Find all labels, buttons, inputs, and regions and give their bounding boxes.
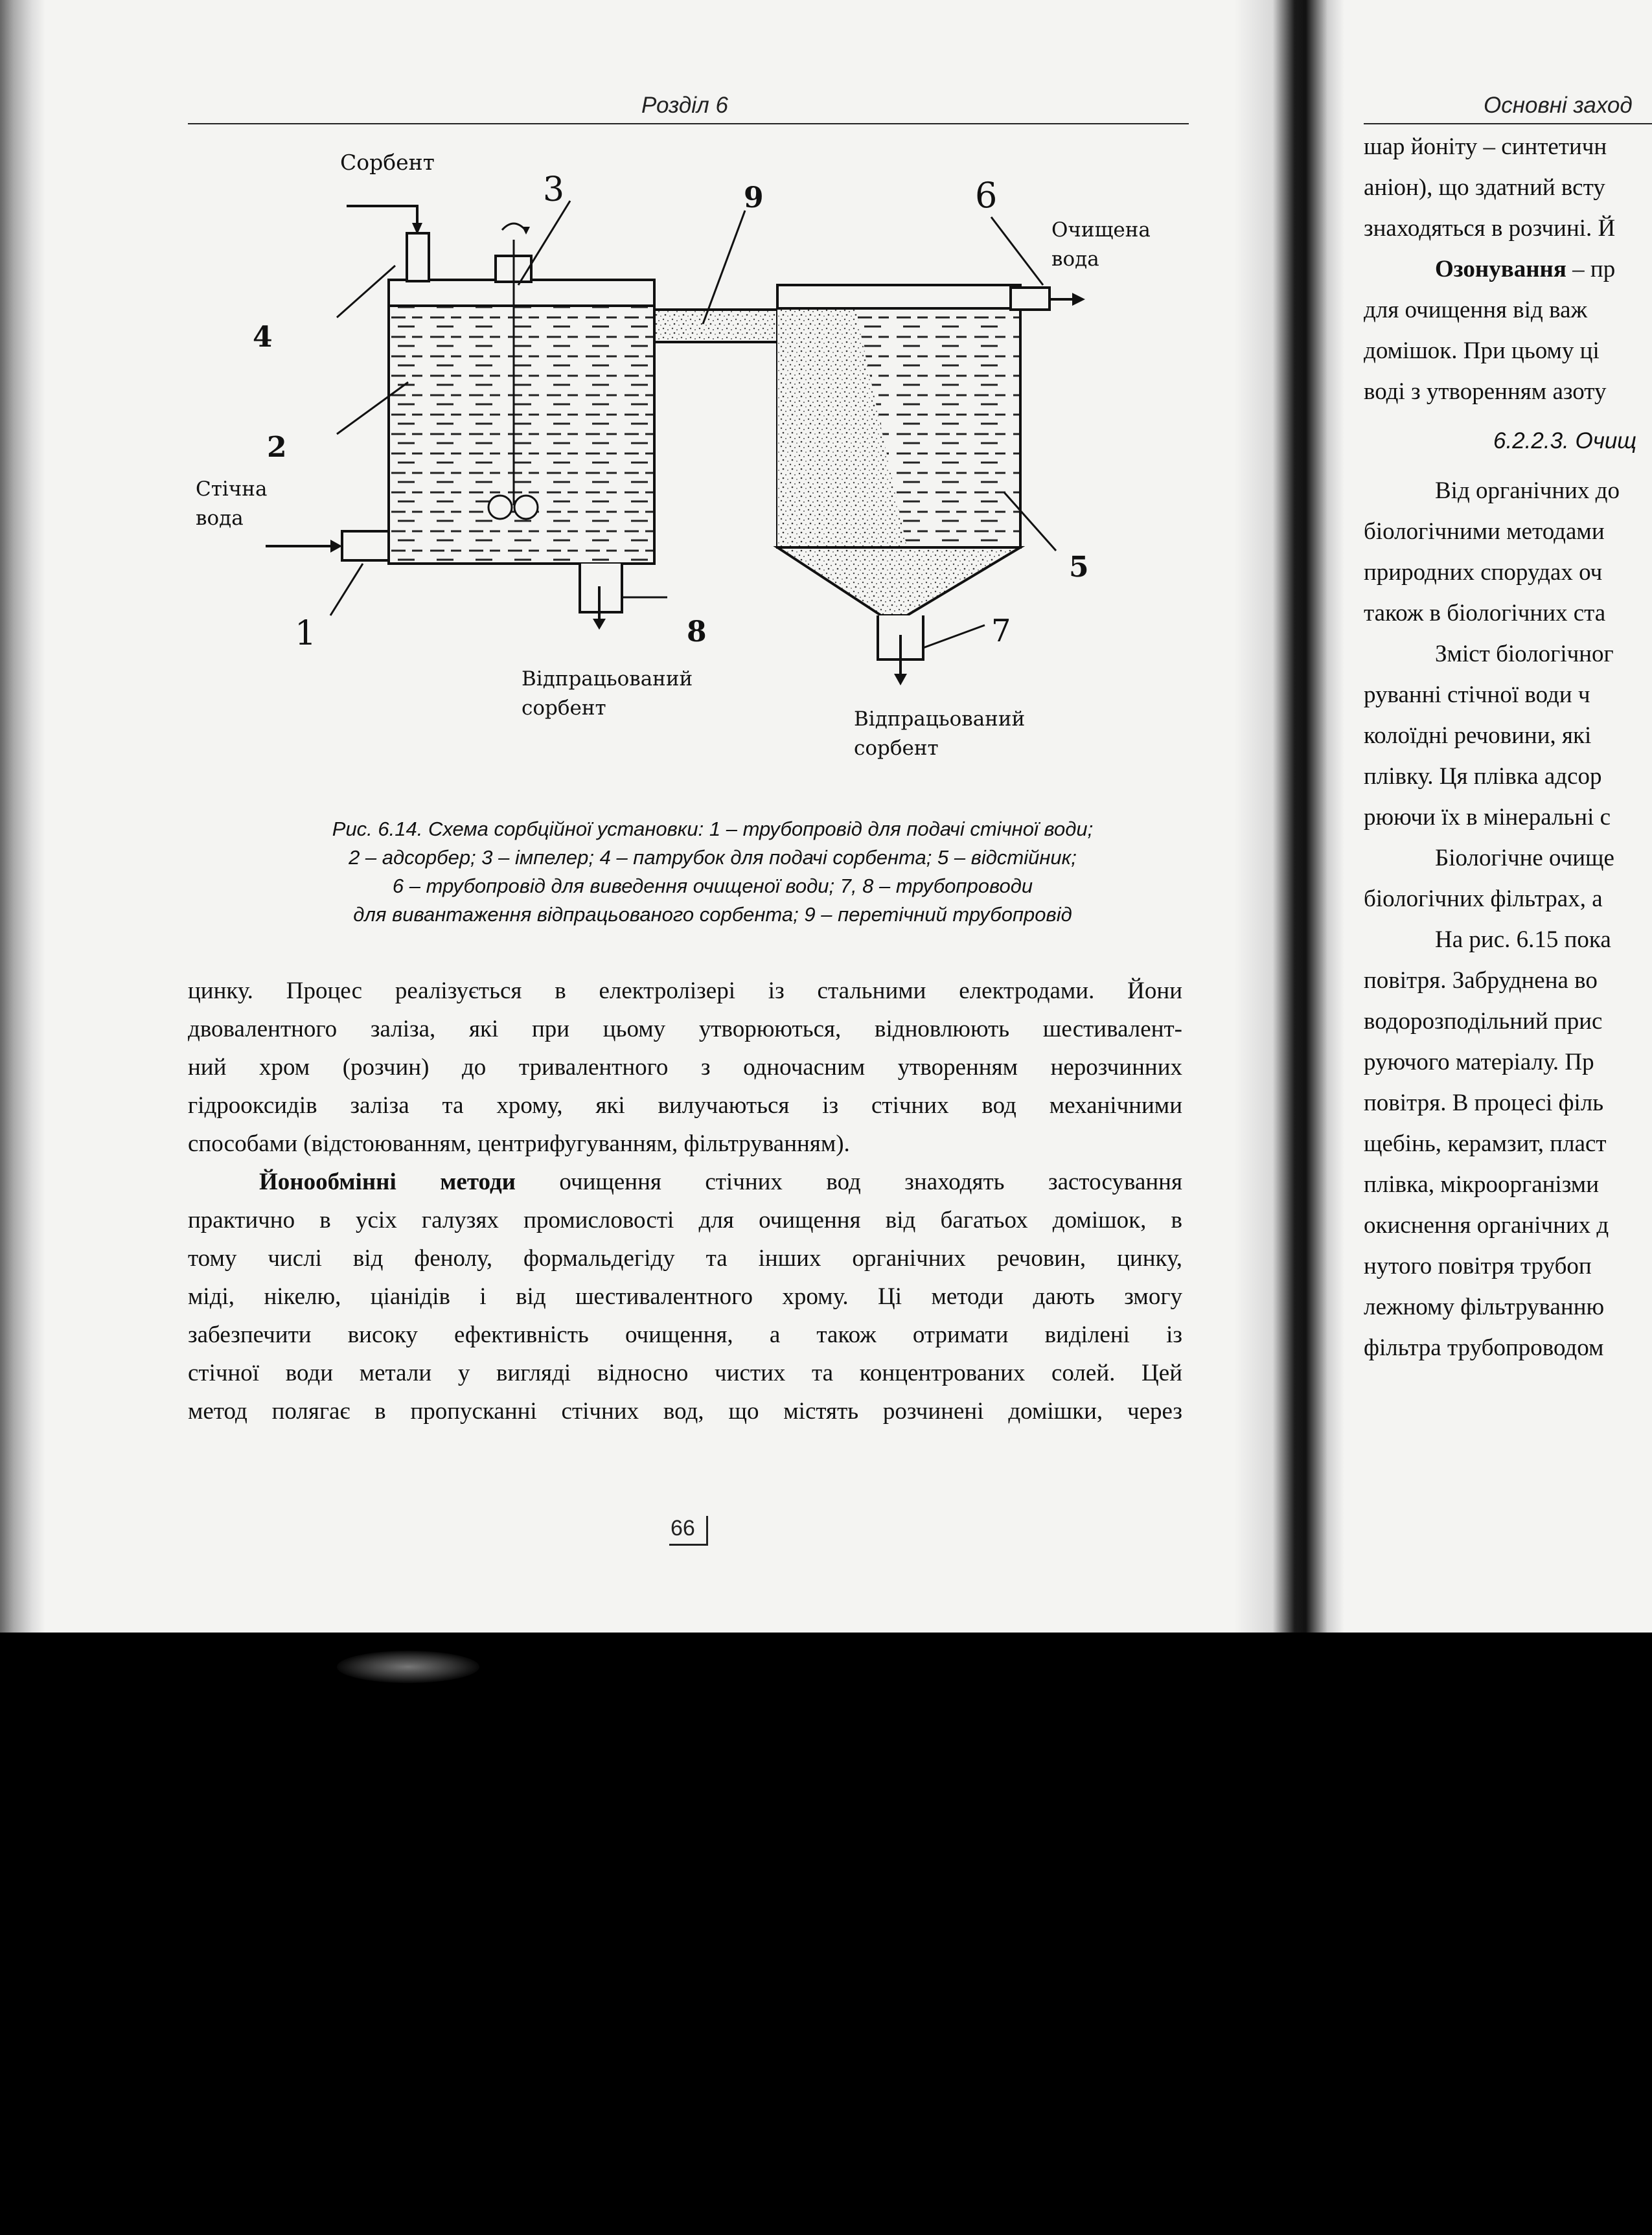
text-line: знаходяться в розчині. Й <box>1364 215 1616 242</box>
left-page-header: Розділ 6 <box>641 93 728 118</box>
label-spent-sorbent-2: Відпрацьований <box>854 707 1026 731</box>
text-line: домішок. При цьому ці <box>1364 338 1600 364</box>
label-5: 5 <box>1069 551 1089 584</box>
text-line: шар йоніту – синтетичн <box>1364 133 1607 160</box>
text-line: аніон), що здатний всту <box>1364 174 1605 201</box>
text-line: плівку. Ця плівка адсор <box>1364 763 1602 790</box>
text-line: Біологічне очище <box>1435 845 1614 871</box>
label-7: 7 <box>991 613 1011 649</box>
term-ozonation: Озонування <box>1435 256 1566 282</box>
text-line: для очищення від важ <box>1364 297 1588 323</box>
wastewater-inlet-pipe <box>342 531 389 560</box>
text-line: фільтра трубопроводом <box>1364 1335 1604 1361</box>
label-9: 9 <box>744 181 764 214</box>
label-sorbent: Сорбент <box>340 150 435 175</box>
label-wastewater: Стічна <box>196 477 268 501</box>
text-line: практично в усіх галузях промисловості для очищення від багатьох домішок, в <box>188 1207 1182 1233</box>
text-line: руючого матеріалу. Пр <box>1364 1049 1594 1075</box>
caption-line: 2 – адсорбер; 3 – імпелер; 4 – патрубок для подачі сорбента; 5 – відстійник; <box>349 846 1077 869</box>
transfer-pipe <box>654 310 784 342</box>
text-line: нутого повітря трубоп <box>1364 1253 1592 1279</box>
label-4: 4 <box>253 321 273 354</box>
left-page-body <box>188 972 1182 1430</box>
settler-tank <box>777 285 1020 615</box>
text-line: На рис. 6.15 пока <box>1435 926 1611 953</box>
text-line: цинку. Процес реалізується в електролізері із стальними електродами. Йони <box>188 978 1182 1004</box>
label-8: 8 <box>687 615 707 648</box>
caption-line: 6 – трубопровід для виведення очищеної води; 7, 8 – трубопроводи <box>392 875 1033 897</box>
sorption-plant-diagram <box>0 0 1234 810</box>
label-clean-water-2: вода <box>1051 247 1099 271</box>
text-line: способами (відстоюванням, центрифугуванням, фільтруванням). <box>188 1130 850 1157</box>
text-span: – пр <box>1566 256 1616 282</box>
text-line: біологічними методами <box>1364 518 1605 545</box>
label-spent-sorbent-2b: сорбент <box>854 737 939 760</box>
text-line <box>1364 249 1652 290</box>
text-line: Від органічних до <box>1435 477 1620 504</box>
caption-line: для вивантаження відпрацьованого сорбента; 9 – перетічний трубопровід <box>353 903 1072 926</box>
text-line: повітря. В процесі філь <box>1364 1090 1604 1116</box>
text-line: забезпечити високу ефективність очищення, а також отримати виділені із <box>188 1322 1182 1348</box>
text-line: метод полягає в пропусканні стічних вод, що містять розчинені домішки, через <box>188 1398 1182 1425</box>
caption-line: Рис. 6.14. Схема сорбційної установки: 1 – трубопровід для подачі стічної води; <box>332 818 1094 840</box>
text-line: тому числі від фенолу, формальдегіду та інших органічних речовин, цинку, <box>188 1245 1182 1272</box>
scanner-artifact <box>337 1651 479 1683</box>
adsorber-lid <box>389 280 654 306</box>
text-line <box>188 1163 1182 1201</box>
text-line: природних спорудах оч <box>1364 559 1603 586</box>
text-line: щебінь, керамзит, пласт <box>1364 1130 1607 1157</box>
text-line: плівка, мікроорганізми <box>1364 1171 1600 1198</box>
page-number-underline <box>669 1544 708 1546</box>
label-clean-water: Очищена <box>1051 218 1151 242</box>
term-ion-exchange: Йонообмінні методи <box>259 1169 516 1195</box>
text-line: ний хром (розчин) до тривалентного з одночасним утворенням нерозчинних <box>188 1054 1182 1081</box>
text-line: біологічних фільтрах, а <box>1364 886 1603 912</box>
label-1: 1 <box>295 614 317 653</box>
text-line: колоїдні речовини, які <box>1364 722 1592 749</box>
text-line: двовалентного заліза, які при цьому утворюються, відновлюють шестивалент- <box>188 1016 1182 1042</box>
right-header-rule <box>1364 123 1652 124</box>
sorbent-feed-pipe <box>407 233 429 281</box>
text-line: рюючи їх в мінеральні с <box>1364 804 1611 831</box>
figure-caption <box>181 815 1244 929</box>
text-line: руванні стічної води ч <box>1364 682 1590 708</box>
text-line: гідрооксидів заліза та хрому, які вилучаються із стічних вод механічними <box>188 1092 1182 1119</box>
text-line: водорозподільний прис <box>1364 1008 1603 1035</box>
text-line: воді з утворенням азоту <box>1364 378 1607 405</box>
label-spent-sorbent-1: Відпрацьований <box>522 667 693 691</box>
clean-water-outlet-pipe <box>1011 288 1050 310</box>
label-wastewater-2: вода <box>196 507 244 530</box>
label-spent-sorbent-1b: сорбент <box>522 696 606 720</box>
adsorber-tank <box>389 304 654 564</box>
text-line: також в біологічних ста <box>1364 600 1606 626</box>
text-line: стічної води метали у вигляді відносно чистих та концентрованих солей. Цей <box>188 1360 1182 1386</box>
label-2: 2 <box>267 431 287 464</box>
text-line: Зміст біологічног <box>1435 641 1614 667</box>
right-page-header: Основні заход <box>1484 93 1633 118</box>
text-line: повітря. Забруднена во <box>1364 967 1598 994</box>
page-number-bar <box>706 1516 708 1546</box>
label-3: 3 <box>543 170 565 209</box>
text-line: окиснення органічних д <box>1364 1212 1609 1239</box>
spent-sorbent-outlet-8 <box>580 564 622 612</box>
right-page-body <box>1364 126 1652 1616</box>
text-span: очищення стічних вод знаходять застосування <box>515 1169 1182 1195</box>
label-6: 6 <box>975 175 998 216</box>
sorbent-arrow <box>347 206 417 225</box>
text-line: лежному фільтруванню <box>1364 1294 1605 1320</box>
book-gutter <box>1234 0 1344 1633</box>
section-heading: 6.2.2.3. Очищ <box>1493 428 1637 453</box>
page-number: 66 <box>671 1516 695 1541</box>
text-line: міді, нікелю, ціанідів і від шестивалентного хрому. Ці методи дають змогу <box>188 1283 1182 1310</box>
